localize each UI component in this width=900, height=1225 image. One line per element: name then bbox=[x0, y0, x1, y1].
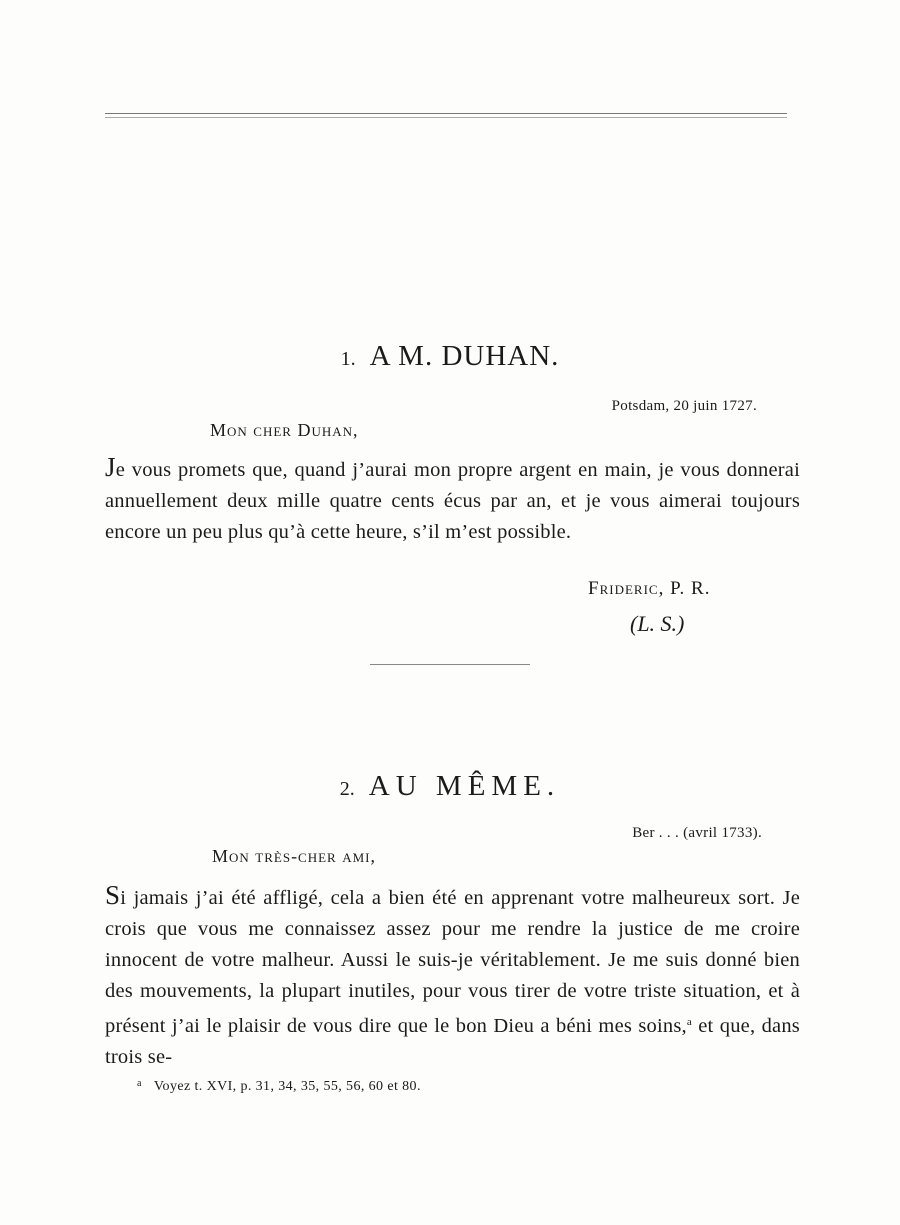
letter-1-dropcap: J bbox=[105, 452, 116, 482]
letter-1-signature: Frideric, P. R. bbox=[588, 578, 711, 599]
letter-1-seal: (L. S.) bbox=[630, 611, 685, 636]
header-rule bbox=[105, 113, 787, 114]
letter-1-body-text: e vous promets que, quand j’aurai mon propre argent en main, je vous donnerai annuellement deux mille quatre cents écus par an, et je vous aimerai toujours encore un peu plus qu’à cette heure, s’il m’est possible. bbox=[105, 459, 800, 543]
letter-1-body bbox=[105, 452, 800, 548]
letter-2-number: 2. bbox=[339, 778, 355, 800]
letter-1-salutation: Mon cher Duhan, bbox=[210, 420, 359, 440]
footnote-mark: a bbox=[137, 1078, 142, 1089]
section-divider bbox=[370, 664, 530, 665]
letter-2-heading bbox=[0, 770, 900, 803]
letter-2-title: AU MÊME. bbox=[368, 770, 561, 802]
letter-1-number: 1. bbox=[340, 348, 356, 370]
footnote-text: Voyez t. XVI, p. 31, 34, 35, 55, 56, 60 et 80. bbox=[153, 1079, 421, 1094]
letter-1-title: A M. DUHAN. bbox=[369, 340, 560, 372]
letter-2-body-continuation: et que, dans trois se- bbox=[105, 1015, 800, 1068]
letter-2-date: Ber . . . (avril 1733). bbox=[632, 825, 762, 841]
footnote-reference: a bbox=[686, 1016, 692, 1028]
letter-2-body bbox=[105, 880, 800, 1073]
letter-1-heading bbox=[0, 340, 900, 373]
letter-1-date: Potsdam, 20 juin 1727. bbox=[611, 398, 757, 414]
letter-2-dropcap: S bbox=[105, 880, 121, 910]
letter-2-salutation: Mon très-cher ami, bbox=[212, 846, 377, 866]
footnote bbox=[137, 1078, 421, 1095]
letter-2-body-text: i jamais j’ai été affligé, cela a bien été en apprenant votre malheureux sort. Je crois que vous me connaissez assez pour me rendre la justice de me croire innocent de votre malheur. Aussi le suis-je véritablement. Je me suis donné bien des mouvements, la plupart inutiles, pour vous tirer de votre triste situation, et à présent j’ai le plaisir de vous dire que le bon Dieu a béni mes soins, bbox=[105, 887, 800, 1037]
